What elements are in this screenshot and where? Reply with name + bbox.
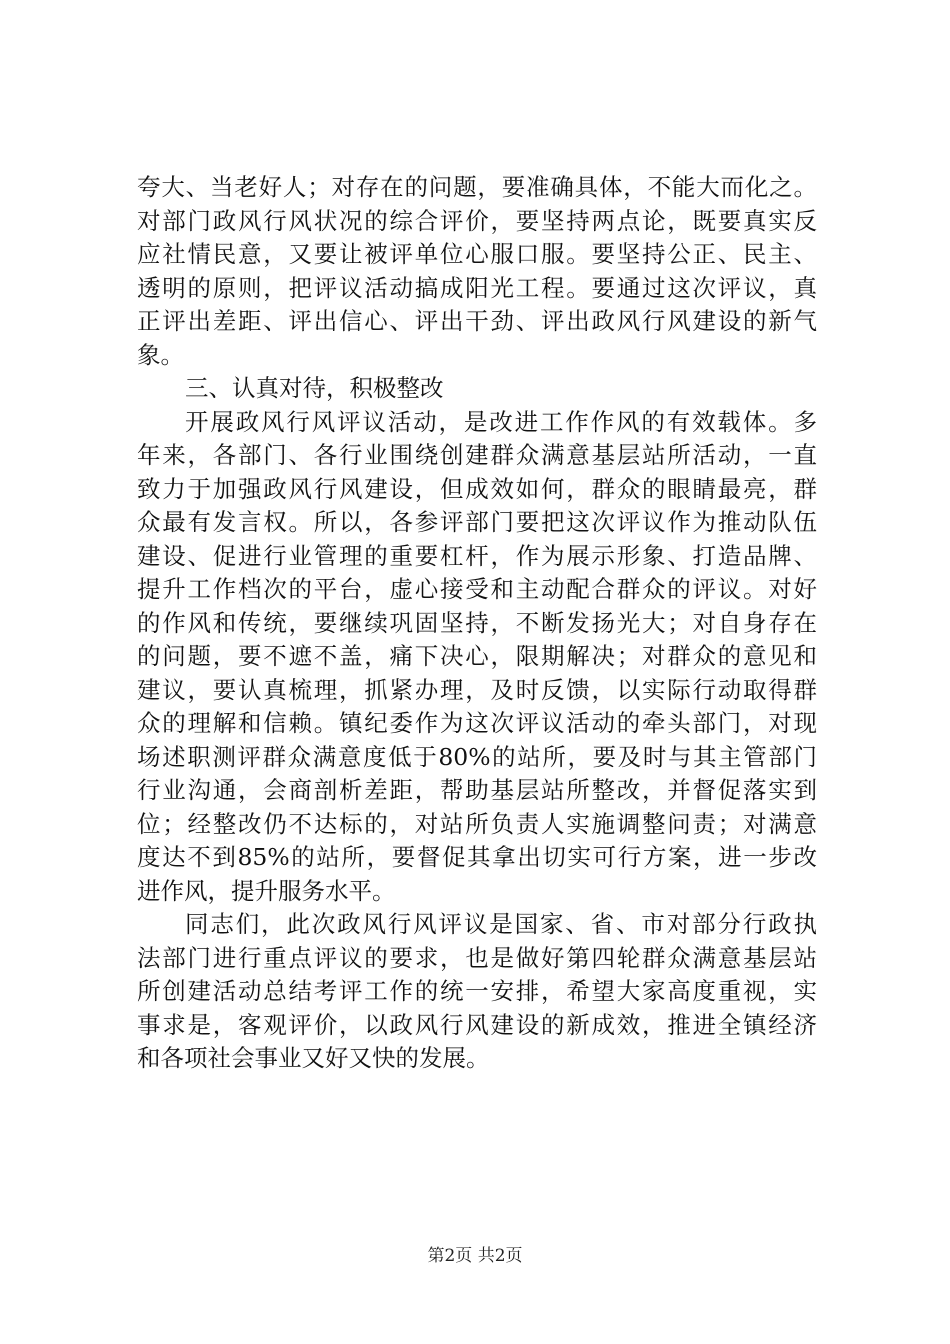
text-line: 致力于加强政风行风建设，但成效如何，群众的眼睛最亮，群 <box>137 474 817 503</box>
body-text <box>137 171 817 1076</box>
text-line: 象。 <box>137 340 184 369</box>
text-line: 建设、促进行业管理的重要杠杆，作为展示形象、打造品牌、 <box>137 541 817 570</box>
text-line: 度达不到85%的站所，要督促其拿出切实可行方案，进一步改 <box>137 843 817 871</box>
text-line: 事求是，客观评价，以政风行风建设的新成效，推进全镇经济 <box>137 1010 817 1039</box>
text-line: 透明的原则，把评议活动搞成阳光工程。要通过这次评议，真 <box>137 273 817 302</box>
text-line: 正评出差距、评出信心、评出干劲、评出政风行风建设的新气 <box>137 307 817 335</box>
text-line: 进作风，提升服务水平。 <box>137 876 396 905</box>
text-line: 夸大、当老好人；对存在的问题，要准确具体，不能大而化之。 <box>137 173 817 201</box>
text-line: 法部门进行重点评议的要求，也是做好第四轮群众满意基层站 <box>137 943 817 972</box>
text-line: 同志们，此次政风行风评议是国家、省、市对部分行政执 <box>185 910 817 938</box>
section-heading: 三、认真对待，积极整改 <box>185 374 444 402</box>
text-line: 的作风和传统，要继续巩固坚持，不断发扬光大；对自身存在 <box>137 608 817 637</box>
text-line: 场述职测评群众满意度低于80%的站所，要及时与其主管部门 <box>137 742 817 771</box>
page-number: 第2页 共2页 <box>427 1246 523 1266</box>
text-line: 建议，要认真梳理，抓紧办理，及时反馈，以实际行动取得群 <box>137 675 817 704</box>
text-line: 所创建活动总结考评工作的统一安排，希望大家高度重视，实 <box>137 977 817 1005</box>
text-line: 年来，各部门、各行业围绕创建群众满意基层站所活动，一直 <box>137 441 817 469</box>
text-line: 提升工作档次的平台，虚心接受和主动配合群众的评议。对好 <box>137 575 817 603</box>
text-line: 行业沟通，会商剖析差距，帮助基层站所整改，并督促落实到 <box>137 776 817 804</box>
text-line: 对部门政风行风状况的综合评价，要坚持两点论，既要真实反 <box>137 206 817 235</box>
text-line: 众最有发言权。所以，各参评部门要把这次评议作为推动队伍 <box>137 508 817 536</box>
text-line: 众的理解和信赖。镇纪委作为这次评议活动的牵头部门，对现 <box>137 709 817 737</box>
text-line: 和各项社会事业又好又快的发展。 <box>137 1044 490 1072</box>
text-line: 的问题，要不遮不盖，痛下决心，限期解决；对群众的意见和 <box>137 642 817 670</box>
text-line: 开展政风行风评议活动，是改进工作作风的有效载体。多 <box>185 407 817 436</box>
text-line: 应社情民意，又要让被评单位心服口服。要坚持公正、民主、 <box>137 240 817 268</box>
text-line: 位；经整改仍不达标的，对站所负责人实施调整问责；对满意 <box>137 809 817 838</box>
